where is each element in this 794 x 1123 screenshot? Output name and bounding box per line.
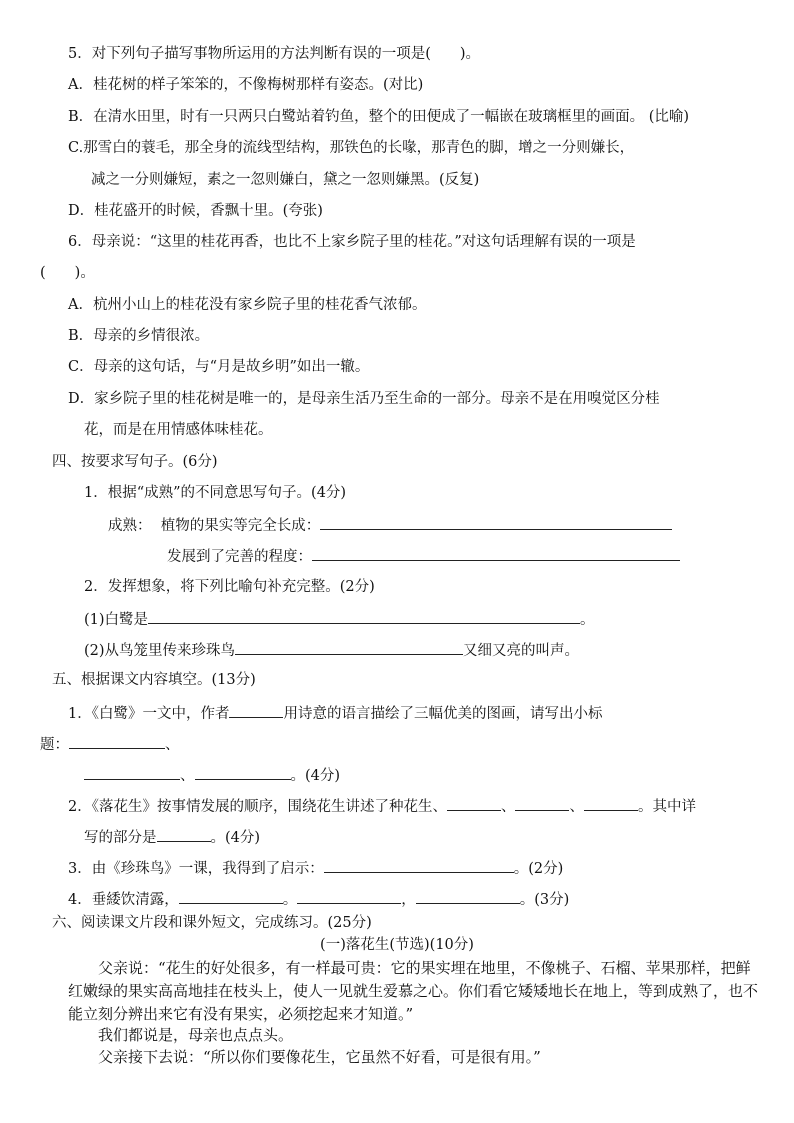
q5-option-b: B．在清水田里，时有一只两只白鹭站着钓鱼，整个的田便成了一幅嵌在玻璃框里的画面。 (比喻) — [68, 109, 690, 125]
s4-q1: 1．根据“成熟”的不同意思写句子。(4分) — [84, 485, 347, 501]
answer-blank[interactable] — [584, 795, 638, 811]
answer-blank[interactable] — [324, 857, 514, 873]
s5-q1-c: 题： — [40, 737, 69, 753]
s5-q4-d: 。(3分) — [519, 892, 570, 908]
section-6-title: 六、阅读课文片段和课外短文，完成练习。(25分) — [52, 915, 372, 931]
s5-q4-a: 4．垂緌饮清露， — [68, 892, 179, 908]
s4-q1-meaning2: 发展到了完善的程度： — [167, 549, 312, 565]
q6-option-d-line1: D．家乡院子里的桂花树是唯一的，是母亲生活乃至生命的一部分。母亲不是在用嗅觉区分桂 — [68, 391, 660, 407]
s5-q2-line1 — [68, 795, 696, 817]
passage-paragraph-2: 我们都说是，母亲也点点头。 — [98, 1026, 294, 1044]
s5-q1-line1 — [68, 702, 602, 724]
s4-q1-row1 — [108, 514, 672, 536]
s5-q1-e: 、 — [180, 768, 195, 784]
answer-blank[interactable] — [297, 888, 401, 904]
answer-blank[interactable] — [515, 795, 569, 811]
passage-subtitle: (一)落花生(节选)(10分) — [320, 937, 474, 953]
s4-q2-a-text: (1)白鹭是 — [84, 612, 149, 628]
s5-q3 — [68, 857, 563, 879]
passage-paragraph-3: 父亲接下去说：“所以你们要像花生，它虽然不好看，可是很有用。” — [98, 1048, 541, 1066]
s4-q2-b-end: 又细又亮的叫声。 — [463, 643, 580, 659]
s5-q4-b: 。 — [282, 892, 298, 908]
s4-q2-a — [84, 608, 595, 630]
q6-stem-line1: 6．母亲说：“这里的桂花再香，也比不上家乡院子里的桂花。”对这句话理解有误的一项是 — [68, 234, 636, 250]
q6-stem-line2: ( )。 — [40, 265, 95, 281]
s5-q2-sep1: 、 — [500, 799, 516, 815]
s4-q2-b-text: (2)从鸟笼里传来珍珠鸟 — [84, 643, 236, 659]
s5-q1-b: 用诗意的语言描绘了三幅优美的图画，请写出小标 — [283, 706, 603, 722]
answer-blank[interactable] — [447, 795, 501, 811]
s5-q1-d: 、 — [165, 737, 180, 753]
answer-blank[interactable] — [229, 702, 283, 718]
answer-blank[interactable] — [416, 888, 520, 904]
s4-q2-a-end: 。 — [580, 612, 595, 628]
answer-blank[interactable] — [179, 888, 283, 904]
q5-stem: 5．对下列句子描写事物所运用的方法判断有误的一项是( )。 — [68, 46, 481, 62]
q5-option-c-line2: 减之一分则嫌短，素之一忽则嫌白，黛之一忽则嫌黑。(反复) — [91, 172, 480, 188]
s5-q2-d: 。(4分) — [210, 830, 261, 846]
s5-q1-line3 — [84, 764, 340, 786]
s4-q1-meaning1: 植物的果实等完全长成： — [160, 518, 321, 534]
s5-q3-b: 。(2分) — [513, 861, 564, 877]
s5-q3-a: 3．由《珍珠鸟》一课，我得到了启示： — [68, 861, 324, 877]
s5-q1-a: 1．《白鹭》一文中，作者 — [68, 706, 230, 722]
s5-q1-f: 。(4分) — [290, 768, 341, 784]
s5-q2-b: 。其中详 — [637, 799, 696, 815]
answer-blank[interactable] — [84, 764, 180, 780]
s5-q4 — [68, 888, 569, 910]
passage-paragraph-1: 父亲说：“花生的好处很多，有一样最可贵：它的果实埋在地里，不像桃子、石榴、苹果那样，把鲜红嫩绿的果实高高地挂在枝头上，使人一见就生爱慕之心。你们看它矮矮地长在地上，等到成熟了，也不能立刻分辨出来它有没有果实，必须挖起来才知道。” — [68, 959, 759, 1023]
answer-blank[interactable] — [312, 545, 680, 561]
answer-blank[interactable] — [157, 826, 211, 842]
q6-option-c: C．母亲的这句话，与“月是故乡明”如出一辙。 — [68, 359, 370, 375]
q6-option-d-line2: 花，而是在用情感体味桂花。 — [84, 422, 273, 438]
answer-blank[interactable] — [320, 514, 672, 530]
q6-option-b: B．母亲的乡情很浓。 — [68, 328, 210, 344]
s4-q1-word: 成熟： — [108, 518, 152, 534]
s5-q2-c: 写的部分是 — [84, 830, 157, 846]
q5-option-d: D．桂花盛开的时候，香飘十里。(夸张) — [68, 203, 323, 219]
s4-q2-b — [84, 639, 579, 661]
s5-q4-c: ， — [401, 892, 416, 908]
s5-q1-line2 — [40, 733, 180, 755]
s4-q1-row2 — [167, 545, 680, 567]
section-5-title: 五、根据课文内容填空。(13分) — [52, 672, 256, 688]
answer-blank[interactable] — [69, 733, 165, 749]
s5-q2-a: 2．《落花生》按事情发展的顺序，围绕花生讲述了种花生、 — [68, 799, 447, 815]
answer-blank[interactable] — [148, 608, 580, 624]
q5-option-a: A．桂花树的样子笨笨的，不像梅树那样有姿态。(对比) — [68, 77, 424, 93]
section-4-title: 四、按要求写句子。(6分) — [52, 454, 218, 470]
q5-option-c-line1: C.那雪白的蓑毛，那全身的流线型结构，那铁色的长喙，那青色的脚，增之一分则嫌长， — [68, 140, 635, 156]
answer-blank[interactable] — [235, 639, 463, 655]
s5-q2-sep2: 、 — [569, 799, 584, 815]
answer-blank[interactable] — [195, 764, 291, 780]
s5-q2-line2 — [84, 826, 260, 848]
q6-option-a: A．杭州小山上的桂花没有家乡院子里的桂花香气浓郁。 — [68, 297, 427, 313]
s4-q2: 2．发挥想象，将下列比喻句补充完整。(2分) — [84, 579, 375, 595]
